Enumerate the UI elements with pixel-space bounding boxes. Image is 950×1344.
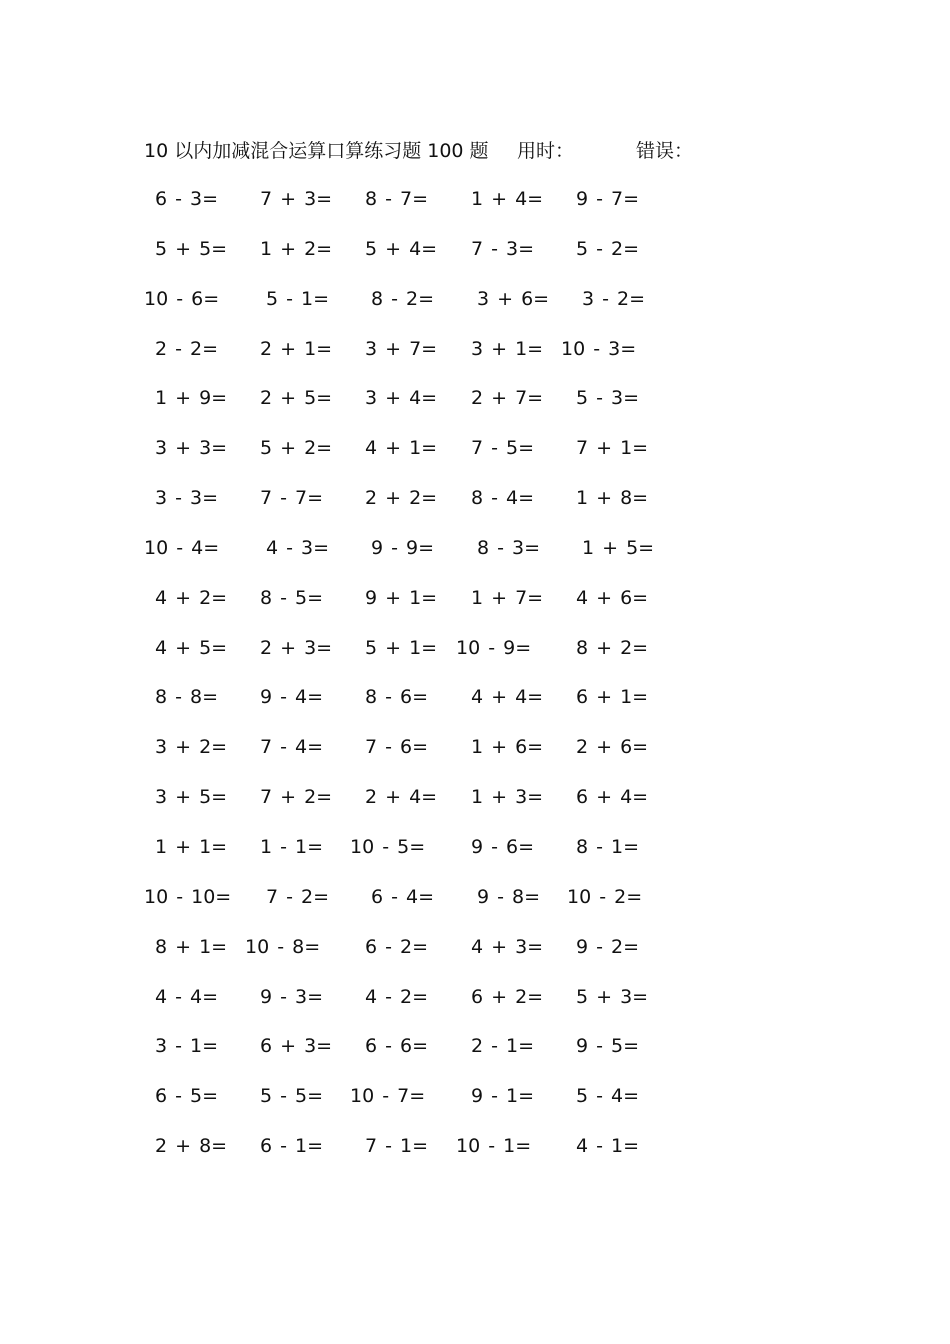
problem-item: 2 + 5= [260, 387, 333, 410]
problem-row [140, 379, 700, 429]
problem-item: 5 + 4= [365, 237, 438, 260]
problem-item: 3 + 4= [365, 387, 438, 410]
problem-row [140, 1077, 700, 1127]
problem-item: 5 - 1= [266, 287, 330, 310]
problem-item: 4 - 3= [266, 536, 330, 559]
problem-item: 4 + 6= [576, 586, 649, 609]
problem-item: 2 + 2= [365, 487, 438, 510]
problem-item: 6 - 3= [155, 188, 219, 210]
errors-label: 错误： [636, 140, 694, 162]
problem-item: 3 - 2= [582, 287, 646, 310]
problem-item: 5 + 3= [576, 985, 649, 1008]
problem-item: 9 - 7= [576, 188, 640, 210]
problem-item: 10 - 7= [350, 1085, 426, 1108]
problem-item: 10 - 1= [456, 1135, 532, 1158]
problem-item: 7 + 3= [260, 188, 333, 210]
problem-item: 4 + 2= [155, 586, 228, 609]
time-used-label: 用时： [517, 140, 575, 162]
problem-item: 9 - 4= [260, 686, 324, 709]
problem-row [140, 230, 700, 280]
problem-row [140, 778, 700, 828]
problem-item: 8 + 1= [155, 935, 228, 958]
problem-row [140, 629, 700, 679]
problem-item: 2 - 1= [471, 1035, 535, 1058]
problem-item: 9 + 1= [365, 586, 438, 609]
problem-item: 7 - 7= [260, 487, 324, 510]
problem-item: 3 - 3= [155, 487, 219, 510]
problem-row [140, 479, 700, 529]
problem-item: 9 - 5= [576, 1035, 640, 1058]
problem-item: 3 + 5= [155, 786, 228, 809]
problem-row [140, 928, 700, 978]
problem-item: 5 - 4= [576, 1085, 640, 1108]
problem-item: 6 - 4= [371, 885, 435, 908]
problem-item: 9 - 2= [576, 935, 640, 958]
problem-item: 5 - 2= [576, 237, 640, 260]
problem-item: 9 - 9= [371, 536, 435, 559]
problem-item: 10 - 5= [350, 835, 426, 858]
problem-item: 8 - 7= [365, 188, 429, 210]
problem-item: 2 + 7= [471, 387, 544, 410]
problem-item: 9 - 3= [260, 985, 324, 1008]
problem-item: 8 - 6= [365, 686, 429, 709]
problem-item: 1 - 1= [260, 835, 324, 858]
problem-item: 4 + 3= [471, 935, 544, 958]
problem-item: 2 - 2= [155, 337, 219, 360]
problem-item: 8 - 5= [260, 586, 324, 609]
problem-item: 8 + 2= [576, 636, 649, 659]
problem-item: 8 - 3= [477, 536, 541, 559]
problem-item: 10 - 2= [567, 885, 643, 908]
problem-row [140, 330, 700, 380]
problem-item: 5 - 3= [576, 387, 640, 410]
problem-item: 7 - 2= [266, 885, 330, 908]
problem-item: 5 + 5= [155, 237, 228, 260]
problem-item: 3 - 1= [155, 1035, 219, 1058]
problem-item: 2 + 1= [260, 337, 333, 360]
problem-item: 10 - 3= [561, 337, 637, 360]
problem-item: 6 - 6= [365, 1035, 429, 1058]
problem-item: 3 + 6= [477, 287, 550, 310]
problem-item: 1 + 2= [260, 237, 333, 260]
problem-row [140, 1027, 700, 1077]
problem-item: 10 - 8= [245, 935, 321, 958]
problem-item: 5 - 5= [260, 1085, 324, 1108]
problem-item: 7 + 2= [260, 786, 333, 809]
problem-item: 5 + 1= [365, 636, 438, 659]
problem-item: 10 - 9= [456, 636, 532, 659]
problem-item: 7 - 3= [471, 237, 535, 260]
problem-item: 4 - 1= [576, 1135, 640, 1158]
problem-item: 10 - 4= [144, 536, 220, 559]
problem-item: 7 - 6= [365, 736, 429, 759]
problem-item: 1 + 9= [155, 387, 228, 410]
problem-row [140, 678, 700, 728]
problem-row [140, 529, 700, 579]
problem-row [140, 1127, 700, 1177]
problem-item: 7 + 1= [576, 437, 649, 460]
problem-row [140, 579, 700, 629]
problem-item: 2 + 6= [576, 736, 649, 759]
problem-item: 5 + 2= [260, 437, 333, 460]
problem-item: 8 - 1= [576, 835, 640, 858]
problem-item: 4 - 2= [365, 985, 429, 1008]
problem-grid [140, 180, 700, 1177]
problem-item: 6 - 1= [260, 1135, 324, 1158]
problem-row [140, 280, 700, 330]
problem-item: 7 - 5= [471, 437, 535, 460]
problem-row [140, 878, 700, 928]
problem-item: 2 + 8= [155, 1135, 228, 1158]
problem-item: 9 - 8= [477, 885, 541, 908]
problem-item: 8 - 2= [371, 287, 435, 310]
problem-item: 1 + 7= [471, 586, 544, 609]
problem-item: 6 + 4= [576, 786, 649, 809]
problem-item: 4 + 5= [155, 636, 228, 659]
problem-item: 2 + 4= [365, 786, 438, 809]
problem-item: 1 + 6= [471, 736, 544, 759]
problem-item: 7 - 4= [260, 736, 324, 759]
problem-item: 9 - 6= [471, 835, 535, 858]
problem-item: 1 + 5= [582, 536, 655, 559]
problem-item: 6 + 3= [260, 1035, 333, 1058]
problem-item: 4 - 4= [155, 985, 219, 1008]
problem-item: 4 + 4= [471, 686, 544, 709]
problem-item: 3 + 3= [155, 437, 228, 460]
problem-row [140, 978, 700, 1028]
problem-item: 1 + 8= [576, 487, 649, 510]
problem-item: 3 + 7= [365, 337, 438, 360]
problem-item: 6 + 1= [576, 686, 649, 709]
problem-row [140, 828, 700, 878]
problem-item: 3 + 2= [155, 736, 228, 759]
problem-item: 8 - 8= [155, 686, 219, 709]
problem-row [140, 429, 700, 479]
problem-item: 2 + 3= [260, 636, 333, 659]
problem-item: 8 - 4= [471, 487, 535, 510]
problem-item: 7 - 1= [365, 1135, 429, 1158]
problem-item: 6 - 2= [365, 935, 429, 958]
problem-item: 1 + 1= [155, 835, 228, 858]
problem-item: 6 + 2= [471, 985, 544, 1008]
problem-item: 4 + 1= [365, 437, 438, 460]
problem-item: 3 + 1= [471, 337, 544, 360]
problem-item: 10 - 10= [144, 885, 232, 908]
problem-item: 10 - 6= [144, 287, 220, 310]
problem-row [140, 728, 700, 778]
problem-item: 1 + 4= [471, 188, 544, 210]
page-title: 10 以内加减混合运算口算练习题 100 题 [144, 140, 489, 162]
problem-item: 1 + 3= [471, 786, 544, 809]
problem-row [140, 180, 700, 230]
problem-item: 6 - 5= [155, 1085, 219, 1108]
problem-item: 9 - 1= [471, 1085, 535, 1108]
